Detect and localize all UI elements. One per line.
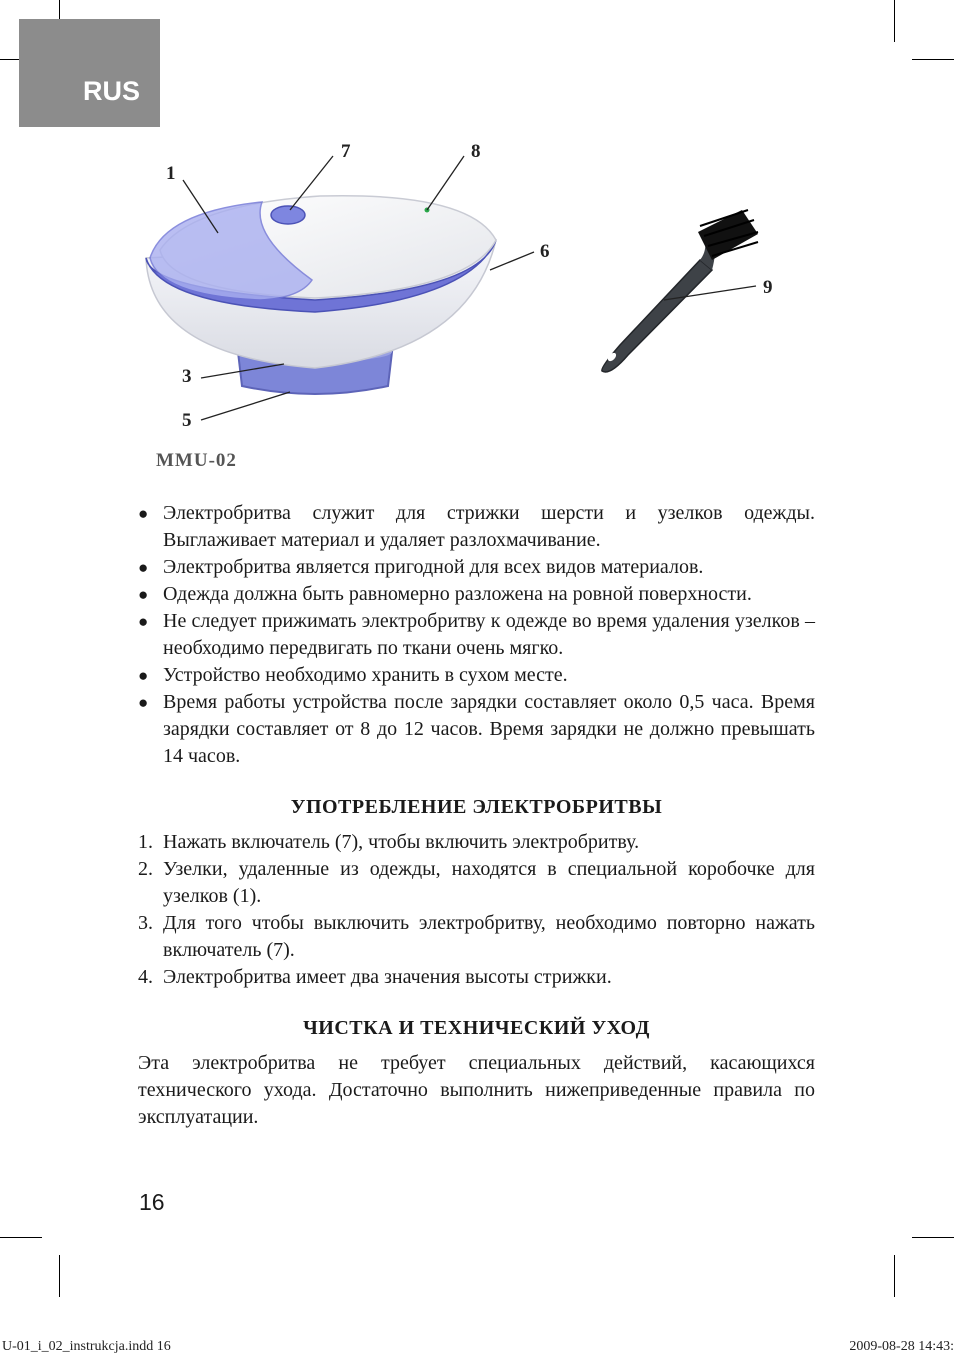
step-text: Узелки, удаленные из одежды, находятся в специальной коробочке для узелков (1). — [163, 858, 815, 907]
callout-1: 1 — [166, 163, 176, 184]
callout-7: 7 — [341, 141, 351, 162]
list-item: ● Электробритва служит для стрижки шерсти и узелков одежды. Выглаживает материал и удаляет разлохмачивание. — [138, 500, 815, 554]
step-text: Электробритва имеет два значения высоты стрижки. — [163, 966, 612, 988]
feature-list — [138, 500, 815, 770]
list-item: ● Не следует прижимать электробритву к одежде во время удаления узелков – необходимо передвигать по ткани очень мягко. — [138, 608, 815, 662]
lint-remover-illustration — [146, 196, 496, 394]
callout-5: 5 — [182, 410, 192, 431]
model-label: MMU-02 — [156, 450, 237, 471]
section-heading-care: ЧИСТКА И ТЕХНИЧЕСКИЙ УХОД — [303, 1017, 650, 1039]
crop-mark — [59, 1255, 60, 1297]
list-item — [138, 829, 815, 856]
cleaning-brush-illustration — [602, 210, 758, 372]
product-figure — [0, 0, 954, 500]
language-tab: RUS — [19, 19, 160, 127]
list-item — [138, 964, 815, 991]
document-body — [138, 500, 815, 1131]
list-item: ● Устройство необходимо хранить в сухом месте. — [138, 662, 815, 689]
step-number: 3. — [138, 912, 153, 934]
callout-6: 6 — [540, 241, 550, 262]
crop-mark — [0, 1237, 42, 1238]
crop-mark — [912, 1237, 954, 1238]
list-item: ● Одежда должна быть равномерно разложена на ровной поверхности. — [138, 581, 815, 608]
list-item: ● Электробритва является пригодной для всех видов материалов. — [138, 554, 815, 581]
slug-filename: U-01_i_02_instrukcja.indd 16 — [2, 1339, 171, 1354]
callout-8: 8 — [471, 141, 481, 162]
list-item — [138, 856, 815, 910]
section-heading-use: УПОТРЕБЛЕНИЕ ЭЛЕКТРОБРИТВЫ — [290, 796, 663, 818]
step-text: Для того чтобы выключить электробритву, необходимо повторно нажать включатель (7). — [163, 912, 815, 961]
care-paragraph: Эта электробритва не требует специальных действий, касающихся технического ухода. Достаточно выполнить нижеприведенные правила по эксплуатации. — [138, 1052, 815, 1128]
callout-3: 3 — [182, 366, 192, 387]
usage-steps — [138, 829, 815, 991]
slug-timestamp: 2009-08-28 14:43: — [849, 1339, 954, 1354]
page-number: 16 — [139, 1189, 165, 1215]
list-item: ● Время работы устройства после зарядки составляет около 0,5 часа. Время зарядки составляет от 8 до 12 часов. Время зарядки не должно превышать 14 часов. — [138, 689, 815, 770]
callout-9: 9 — [763, 277, 773, 298]
step-number: 4. — [138, 966, 153, 988]
list-item — [138, 910, 815, 964]
step-number: 1. — [138, 831, 153, 853]
crop-mark — [894, 1255, 895, 1297]
step-number: 2. — [138, 858, 153, 880]
step-text: Нажать включатель (7), чтобы включить электробритву. — [163, 831, 640, 853]
